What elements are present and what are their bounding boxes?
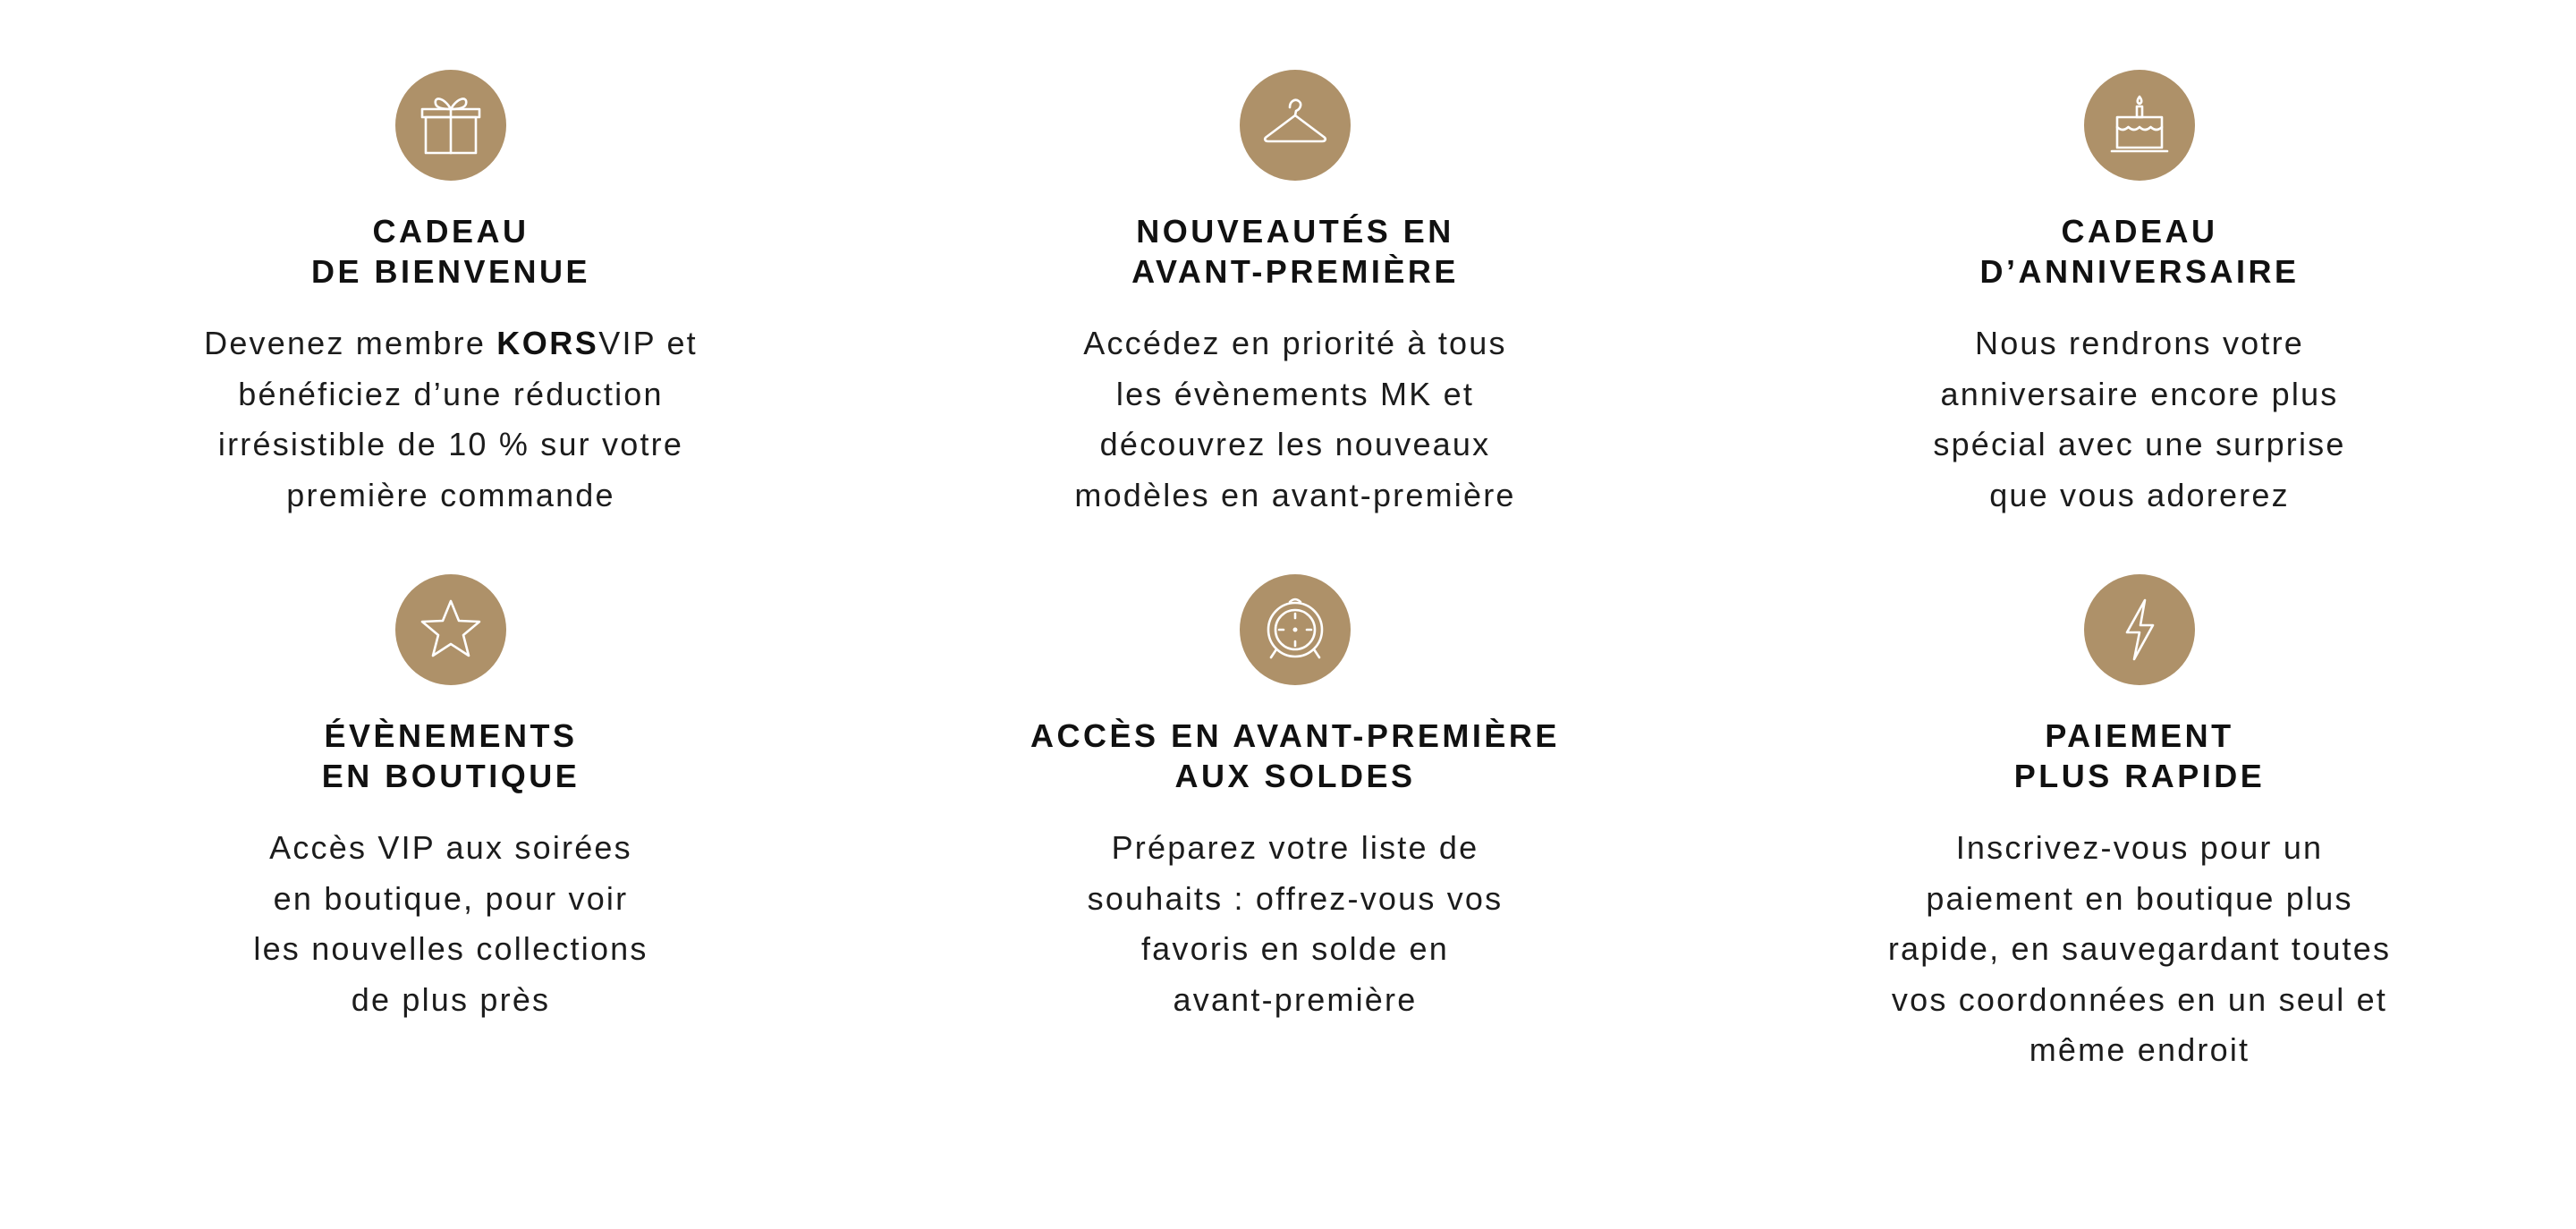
benefit-birthday-gift: [1800, 70, 2479, 521]
benefit-title: NOUVEAUTÉS EN AVANT-PREMIÈRE: [1131, 213, 1459, 290]
gift-icon: [395, 70, 506, 181]
brand-name: KORS: [496, 325, 599, 361]
benefit-faster-checkout: [1800, 574, 2479, 1076]
benefit-description: Nous rendrons votre anniversaire encore plus spécial avec une surprise que vous adorerez: [1933, 325, 2346, 513]
star-icon: [395, 574, 506, 685]
birthday-cake-icon: [2084, 70, 2195, 181]
benefit-description: Accès VIP aux soirées en boutique, pour voir les nouvelles collections de plus près: [253, 829, 648, 1018]
benefit-description: Inscrivez-vous pour un paiement en boutique plus rapide, en sauvegardant toutes vos coordonnées en un seul et même endroit: [1887, 829, 2392, 1068]
alarm-clock-icon: [1240, 574, 1351, 685]
benefit-description: Devenez membre KORSVIP et bénéficiez d’une réduction irrésistible de 10 % sur votre première commande: [204, 325, 698, 513]
benefit-early-sale-access: [955, 574, 1635, 1025]
benefit-title: CADEAU DE BIENVENUE: [310, 213, 591, 290]
benefit-new-arrivals-preview: [955, 70, 1635, 521]
benefit-store-events: [111, 574, 791, 1025]
benefit-welcome-gift: [111, 70, 791, 521]
benefit-title: CADEAU D’ANNIVERSAIRE: [1979, 213, 2300, 290]
lightning-bolt-icon: [2084, 574, 2195, 685]
benefit-description: Préparez votre liste de souhaits : offrez-vous vos favoris en solde en avant-première: [1087, 829, 1504, 1018]
benefit-description: Accédez en priorité à tous les évènements MK et découvrez les nouveaux modèles en avant-première: [1074, 325, 1516, 513]
benefit-title: ACCÈS EN AVANT-PREMIÈRE AUX SOLDES: [1030, 717, 1560, 794]
hanger-icon: [1240, 70, 1351, 181]
benefit-title: ÉVÈNEMENTS EN BOUTIQUE: [321, 717, 580, 794]
benefit-title: PAIEMENT PLUS RAPIDE: [2013, 717, 2266, 794]
